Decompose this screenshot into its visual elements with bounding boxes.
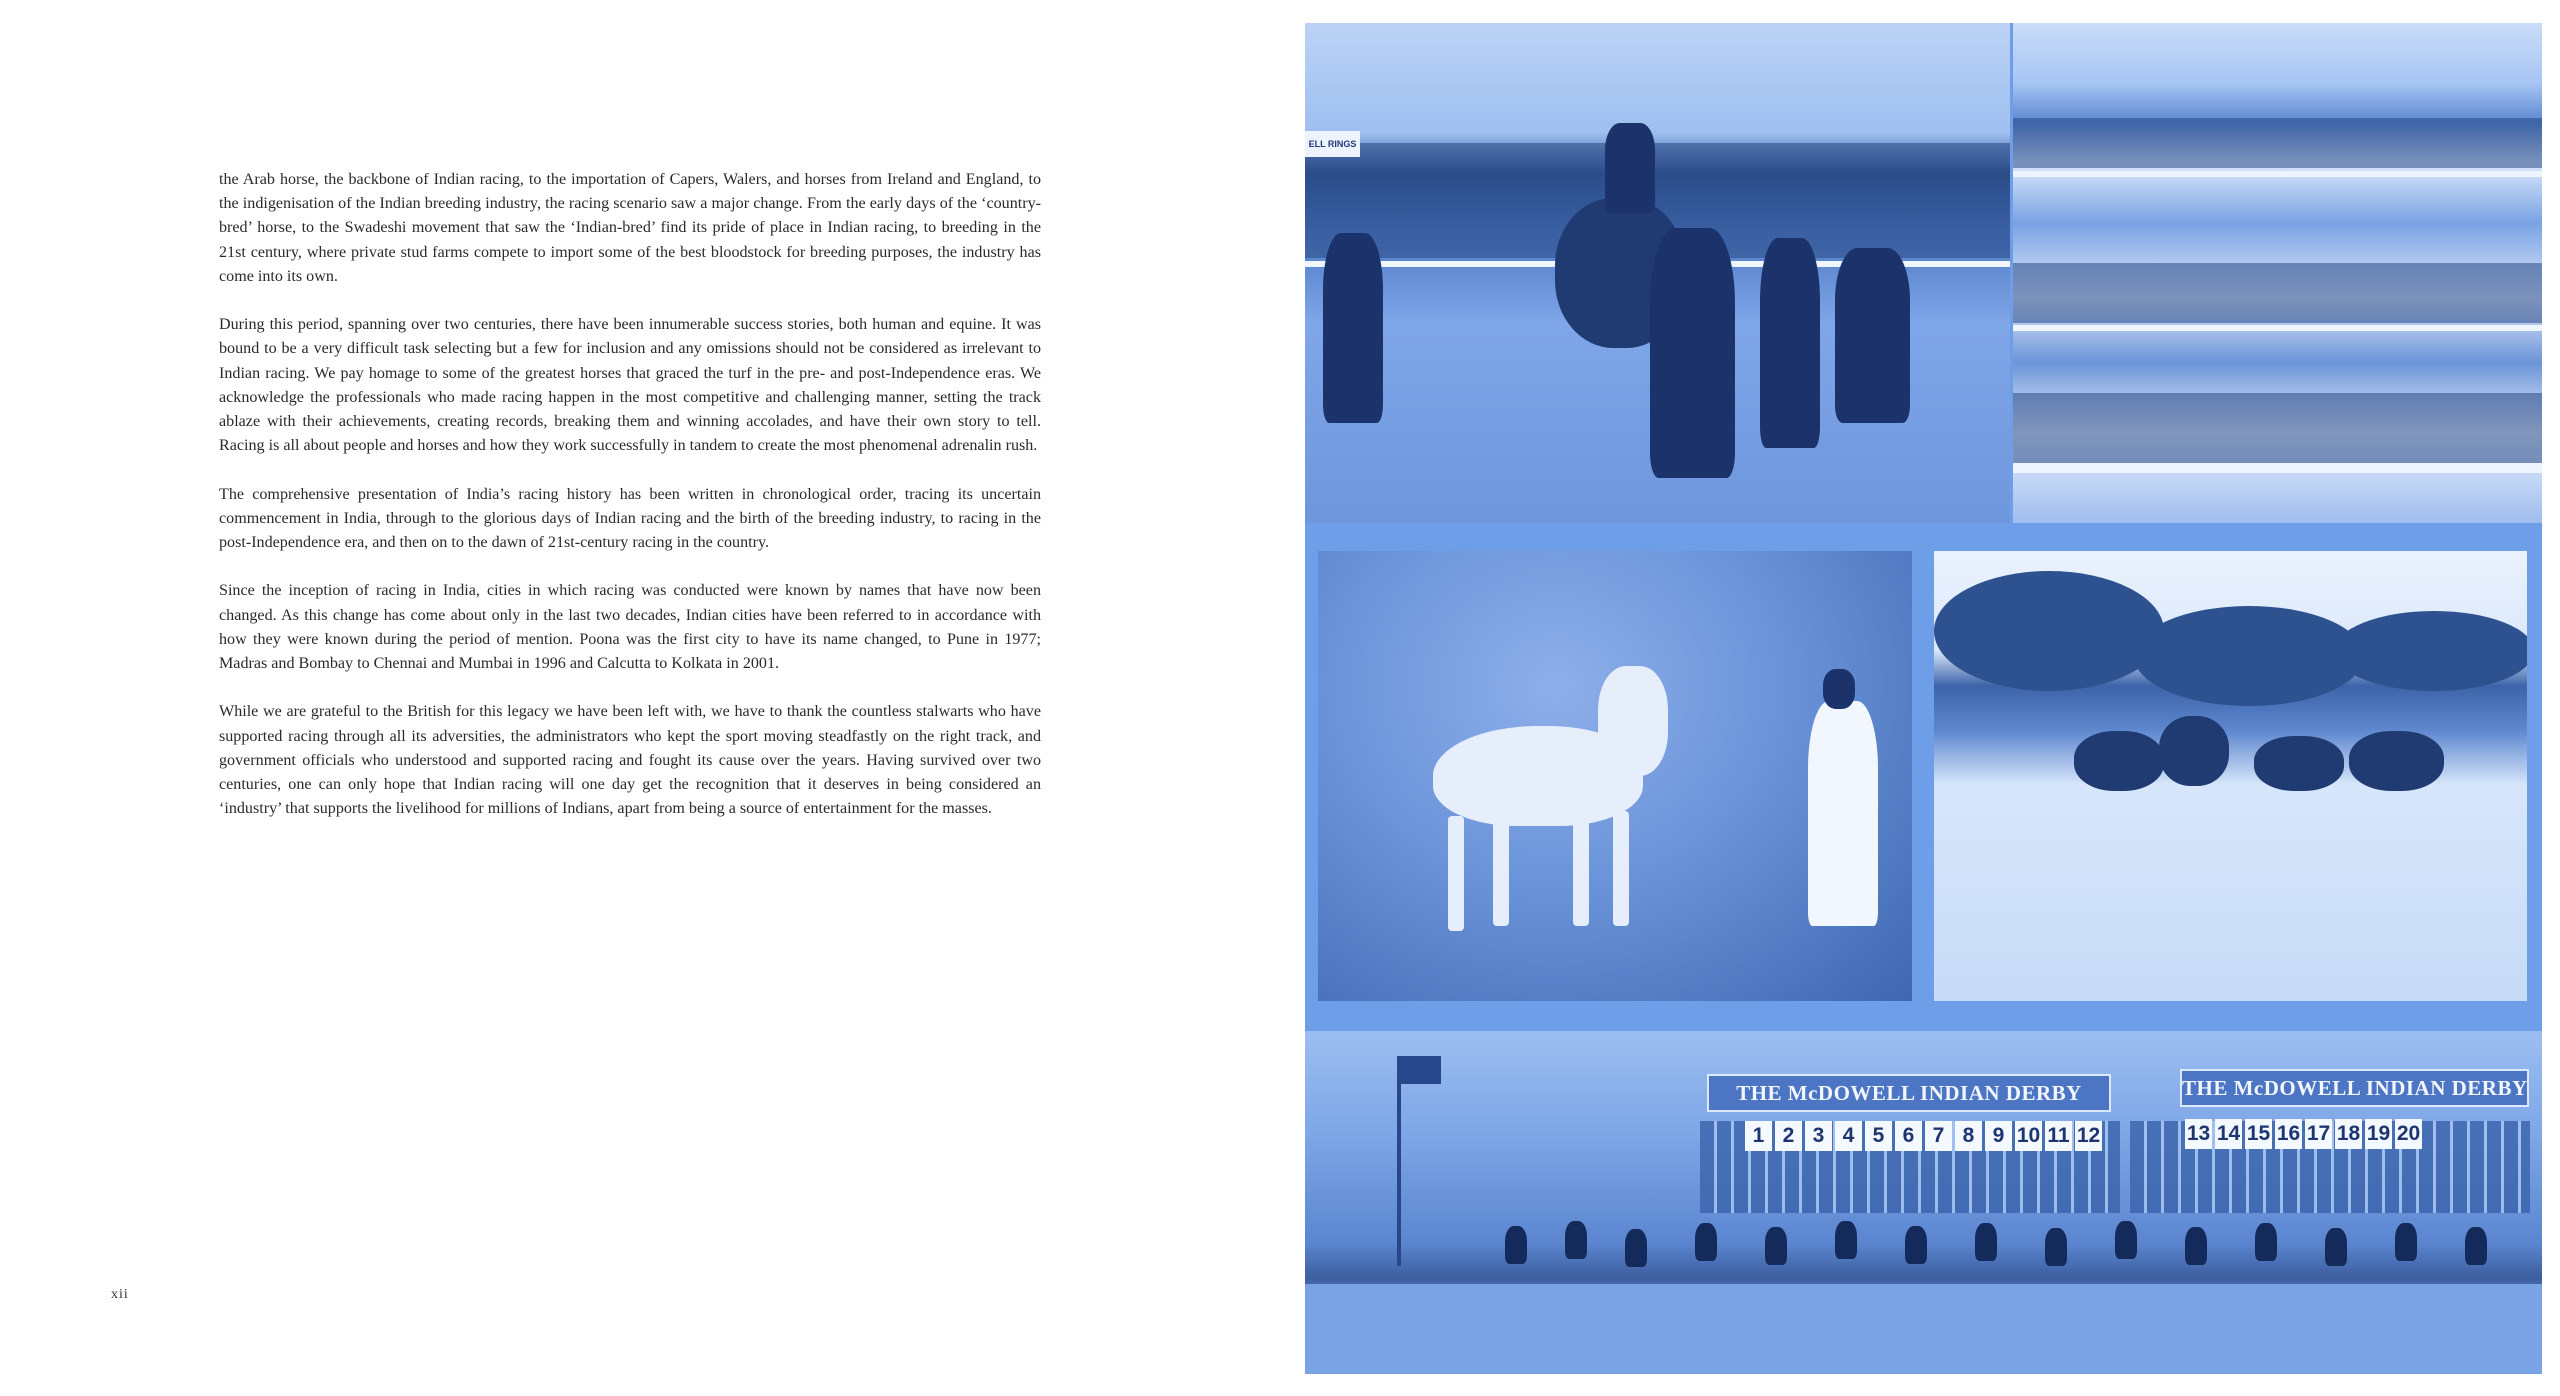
- tree: [2134, 606, 2364, 706]
- paragraph: While we are grateful to the British for this legacy we have been left with, we have to thank the countless stalwarts who have supported racing through all its adversities, the administrators who kept the sport moving steadfastly on the right track, and government officials who understood and supported racing and fought its cause over the years. Having survived over two centuries, one can only hope that Indian racing will one day get the recognition that it deserves in being considered an ‘industry’ that supports the livelihood for millions of Indians, apart from being a source of entertainment for the masses.: [219, 703, 1041, 818]
- photo-collage: [1305, 23, 2542, 1374]
- gate-number: 6: [1895, 1121, 1922, 1151]
- gate-number: 20: [2395, 1119, 2422, 1149]
- gate-number: 7: [1925, 1121, 1952, 1151]
- gate-number: 5: [1865, 1121, 1892, 1151]
- photo-grey-arab-horse: [1318, 551, 1912, 1001]
- gate-number: 18: [2335, 1119, 2362, 1149]
- rail: [2013, 171, 2542, 177]
- attendant: [1808, 701, 1878, 926]
- photo-grandstand: [2013, 23, 2542, 523]
- jockey: [1605, 123, 1655, 213]
- derby-banner-right: THE McDOWELL INDIAN DERBY: [2180, 1069, 2529, 1107]
- tree: [2334, 611, 2527, 691]
- gate-number: 16: [2275, 1119, 2302, 1149]
- photo-paddock-horse-led: [1305, 23, 2010, 523]
- gate-number: 9: [1985, 1121, 2012, 1151]
- gate-number: 8: [1955, 1121, 1982, 1151]
- gate-number: 17: [2305, 1119, 2332, 1149]
- runner: [2325, 1228, 2347, 1266]
- runner: [2255, 1223, 2277, 1261]
- flag: [1401, 1056, 1441, 1084]
- horse-leg: [1613, 811, 1629, 926]
- page-number: xii: [111, 1287, 129, 1302]
- paragraph: During this period, spanning over two centuries, there have been innumerable success stories, both human and equine. It was bound to be a very difficult task selecting but a few for inclusion and any omissions should not be considered as irrelevant to Indian racing. We pay homage to some of the greatest horses that graced the turf in the pre- and post-Independence eras. We acknowledge the professionals who made racing happen in the most competitive and challenging manner, setting the track ablaze with their achievements, creating records, breaking them and winning accolades, and have their own story to tell. Racing is all about people and horses and how they work successfully in tandem to create the most phenomenal adrenalin rush.: [219, 316, 1041, 455]
- gate-number: 12: [2075, 1121, 2102, 1151]
- gate-numbers-left: [1745, 1121, 2102, 1151]
- track: [1305, 1284, 2542, 1374]
- rail: [2013, 463, 2542, 473]
- foal: [2074, 731, 2164, 791]
- handler: [1650, 228, 1735, 478]
- body-text: [219, 168, 1041, 846]
- spectator: [1760, 238, 1820, 448]
- gate-number: 13: [2185, 1119, 2212, 1149]
- runner: [2045, 1228, 2067, 1266]
- runner: [2185, 1227, 2207, 1265]
- gate-number: 14: [2215, 1119, 2242, 1149]
- runner: [2465, 1227, 2487, 1265]
- derby-banner-left: THE McDOWELL INDIAN DERBY: [1707, 1074, 2111, 1112]
- runner: [2395, 1223, 2417, 1261]
- horse-leg: [1493, 816, 1509, 926]
- crowd: [2013, 118, 2542, 168]
- foal: [2349, 731, 2444, 791]
- runner: [1765, 1227, 1787, 1265]
- gate-number: 19: [2365, 1119, 2392, 1149]
- runner: [1905, 1226, 1927, 1264]
- paragraph: the Arab horse, the backbone of Indian racing, to the importation of Capers, Walers, and horses from Ireland and England, to the indigenisation of the Indian breeding industry, the racing scenario saw a major change. From the early days of the ‘country-bred’ horse, to the Swadeshi movement that saw the ‘Indian-bred’ find its pride of place in Indian racing, to breeding in the 21st century, where private stud farms compete to import some of the best bloodstock for breeding purposes, the industry has come into its own.: [219, 171, 1041, 285]
- crowd: [2013, 263, 2542, 323]
- gate-number: 2: [1775, 1121, 1802, 1151]
- gate-numbers-right: [2185, 1119, 2422, 1149]
- runner: [1695, 1223, 1717, 1261]
- horse-leg: [1448, 816, 1464, 931]
- photo-foals-field: [1934, 551, 2527, 1001]
- gate-number: 3: [1805, 1121, 1832, 1151]
- spectator: [1835, 248, 1910, 423]
- runner: [1975, 1223, 1997, 1261]
- paragraph: Since the inception of racing in India, cities in which racing was conducted were known by names that have now been changed. As this change has come about only in the last two decades, Indian cities have been referred to in accordance with how they were known during the period of mention. Poona was the first city to have its name changed, to Pune in 1977; Madras and Bombay to Chennai and Mumbai in 1996 and Calcutta to Kolkata in 2001.: [219, 582, 1041, 673]
- horse-leg: [1573, 816, 1589, 926]
- crowd: [2013, 393, 2542, 463]
- gate-number: 11: [2045, 1121, 2072, 1151]
- runner: [1835, 1221, 1857, 1259]
- flagpole: [1397, 1056, 1401, 1266]
- tree: [1934, 571, 2164, 691]
- runner: [2115, 1221, 2137, 1259]
- gate-number: 1: [1745, 1121, 1772, 1151]
- runner: [1625, 1229, 1647, 1267]
- horse-head: [1598, 666, 1668, 776]
- paragraph: The comprehensive presentation of India’s racing history has been written in chronological order, tracing its uncertain commencement in India, through to the glorious days of Indian racing and the birth of the breeding industry, to racing in the post-Independence era, and then on to the dawn of 21st-century racing in the country.: [219, 485, 1041, 552]
- rail: [2013, 325, 2542, 331]
- runner: [1505, 1226, 1527, 1264]
- attendant-head: [1823, 669, 1855, 709]
- foal: [2159, 716, 2229, 786]
- spectator: [1323, 233, 1383, 423]
- runner: [1565, 1221, 1587, 1259]
- photo-derby-start: [1305, 1031, 2542, 1374]
- paddock-sign: ELL RINGS: [1305, 131, 1360, 157]
- foal: [2254, 736, 2344, 791]
- gate-number: 10: [2015, 1121, 2042, 1151]
- gate-number: 4: [1835, 1121, 1862, 1151]
- gate-number: 15: [2245, 1119, 2272, 1149]
